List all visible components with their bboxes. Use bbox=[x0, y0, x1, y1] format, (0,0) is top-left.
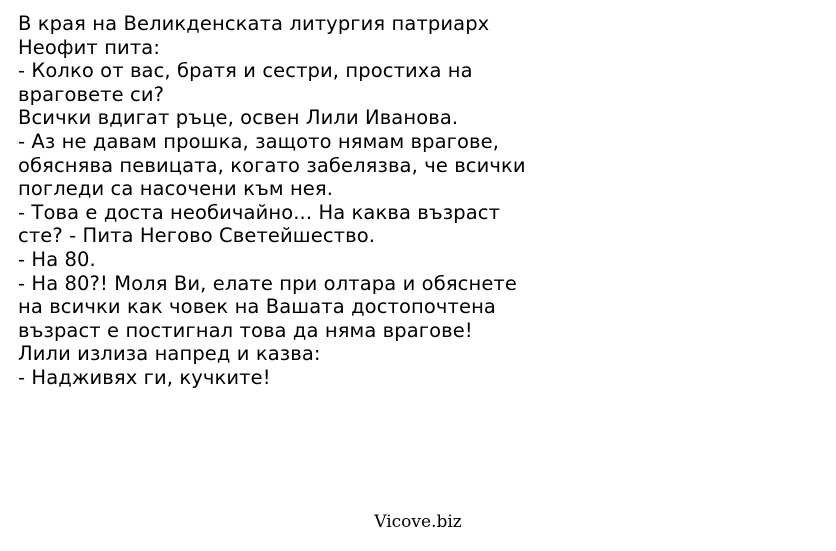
joke-line: - На 80?! Моля Ви, елате при олтара и обяснете bbox=[18, 271, 517, 295]
joke-line: Неофит пита: bbox=[18, 35, 160, 59]
joke-line: на всички как човек на Вашата достопочтена bbox=[18, 295, 496, 319]
joke-line: - Колко от вас, братя и сестри, простиха на bbox=[18, 59, 473, 83]
joke-line: възраст е постигнал това да няма врагове! bbox=[18, 318, 473, 342]
joke-line: В края на Великденската литургия патриарх bbox=[18, 12, 490, 35]
joke-line: обяснява певицата, когато забелязва, че всички bbox=[18, 153, 526, 177]
joke-line: Всички вдигат ръце, освен Лили Иванова. bbox=[18, 106, 459, 130]
joke-line: враговете си? bbox=[18, 82, 165, 106]
site-watermark: Vicove.biz bbox=[374, 512, 462, 532]
joke-line: погледи са насочени към нея. bbox=[18, 177, 334, 201]
joke-line: - Надживях ги, кучките! bbox=[18, 365, 271, 389]
joke-line: Лили излиза напред и казва: bbox=[18, 342, 321, 366]
joke-text bbox=[18, 12, 818, 390]
joke-line: - На 80. bbox=[18, 247, 96, 271]
joke-line: - Това е доста необичайно... На каква възраст bbox=[18, 200, 501, 224]
joke-line: - Аз не давам прошка, защото нямам врагове, bbox=[18, 129, 500, 153]
joke-line: сте? - Пита Негово Светейшество. bbox=[18, 224, 376, 248]
